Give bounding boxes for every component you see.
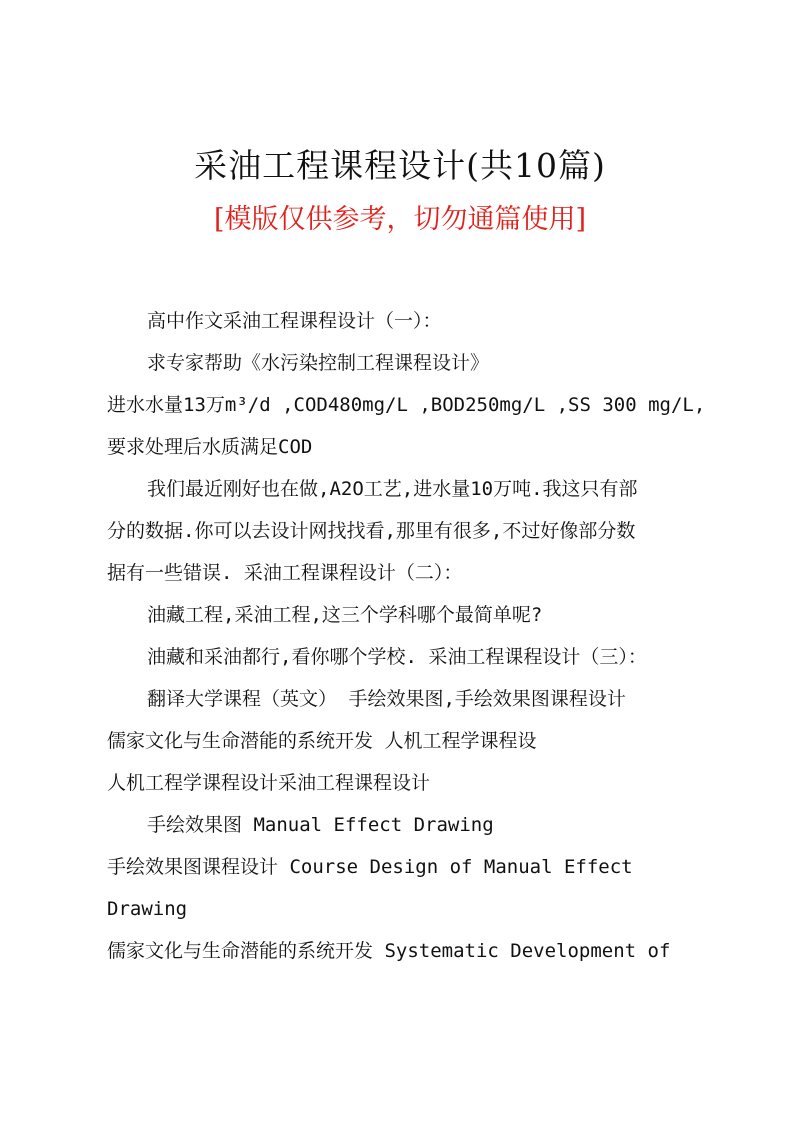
paragraph-line: 手绘效果图课程设计 Course Design of Manual Effect [107,856,633,878]
document-title: 采油工程课程设计(共10篇) [194,146,606,185]
paragraph-line: 儒家文化与生命潜能的系统开发 Systematic Development of [107,940,671,962]
paragraph-line: 高中作文采油工程课程设计（一）： [147,310,442,332]
paragraph-line: 油藏工程,采油工程,这三个学科哪个最简单呢? [147,604,543,626]
document-subtitle: [模版仅供参考，切勿通篇使用] [213,204,587,235]
paragraph-line: 翻译大学课程（英文） 手绘效果图,手绘效果图课程设计 [147,688,626,710]
paragraph-line: 手绘效果图 Manual Effect Drawing [147,814,494,836]
paragraph-line: 进水水量13万m³/d ,COD480mg/L ,BOD250mg/L ,SS 300 mg/L, [107,394,706,416]
paragraph-line: 油藏和采油都行,看你哪个学校. 采油工程课程设计（三）： [147,646,647,668]
paragraph-line: 人机工程学课程设计采油工程课程设计 [107,772,431,794]
paragraph-line: 据有一些错误. 采油工程课程设计（二）： [107,562,463,584]
paragraph-line: 求专家帮助《水污染控制工程课程设计》 [147,352,490,374]
document-body [107,300,707,972]
paragraph-line: Drawing [107,898,188,920]
paragraph-line: 儒家文化与生命潜能的系统开发 人机工程学课程设 [107,730,537,752]
paragraph-line: 我们最近刚好也在做,A2O工艺,进水量10万吨.我这只有部 [147,478,638,500]
paragraph-line: 要求处理后水质满足COD [107,436,313,458]
paragraph-line: 分的数据.你可以去设计网找找看,那里有很多,不过好像部分数 [107,520,636,542]
